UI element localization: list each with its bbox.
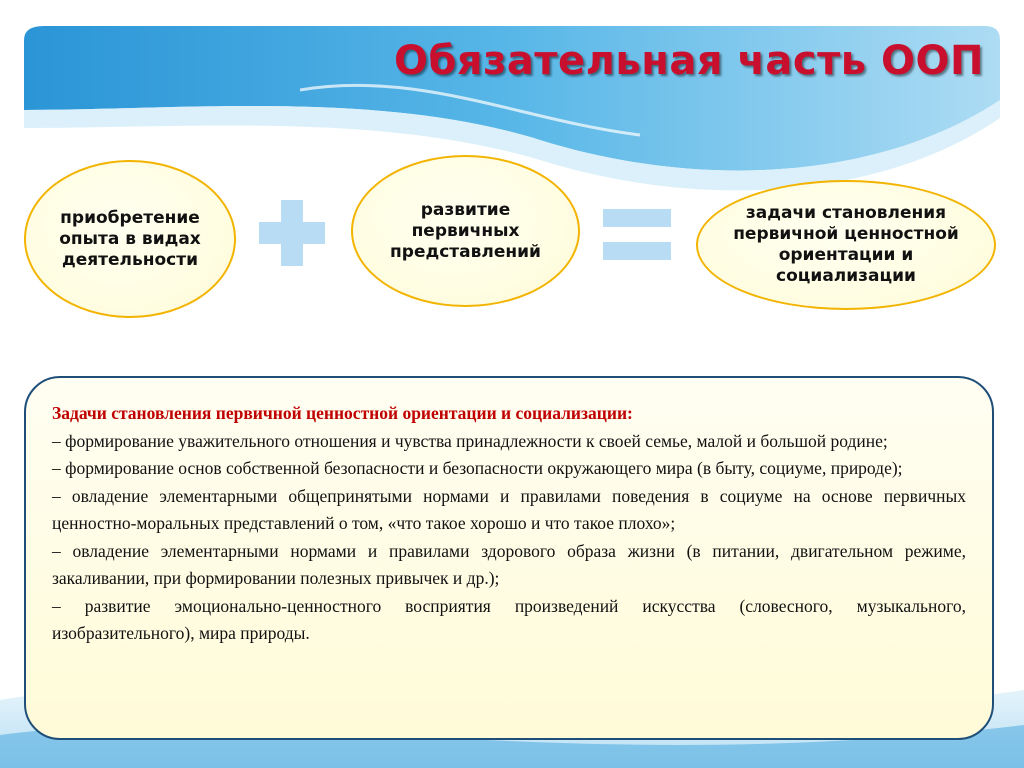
result-text: задачи становления первичной ценностной ориентации и социализации — [733, 203, 959, 286]
tasks-heading: Задачи становления первичной ценностной ориентации и социализации: — [52, 403, 633, 423]
left-term-text: приобретение опыта в видах деятельности — [59, 207, 201, 270]
slide-title: Обязательная часть ООП — [393, 38, 984, 84]
left-term-ellipse — [24, 160, 236, 318]
middle-term-ellipse — [351, 155, 580, 307]
equals-icon-lower-bar — [603, 242, 671, 260]
task-item: – овладение элементарными общепринятыми нормами и правилами поведения в социуме на основе первичных ценностно-моральных представлений о том, «что такое хорошо и что такое плохо»; — [52, 485, 966, 533]
tasks-panel — [24, 376, 994, 740]
plus-icon — [259, 222, 325, 244]
equals-icon — [603, 209, 671, 227]
task-item: – формирование уважительного отношения и чувства принадлежности к своей семье, малой и большой родине; — [52, 430, 888, 451]
task-item: – развитие эмоционально-ценностного восприятия произведений искусства (словесного, музыкального, изобразительного), мира природы. — [52, 595, 966, 643]
result-ellipse — [696, 180, 996, 310]
task-item: – формирование основ собственной безопасности и безопасности окружающего мира (в быту, социуме, природе); — [52, 458, 903, 478]
middle-term-text: развитие первичных представлений — [390, 199, 541, 262]
task-item: – овладение элементарными нормами и правилами здорового образа жизни (в питании, двигательном режиме, закаливании, при формировании полезных привычек и др.); — [52, 540, 966, 588]
